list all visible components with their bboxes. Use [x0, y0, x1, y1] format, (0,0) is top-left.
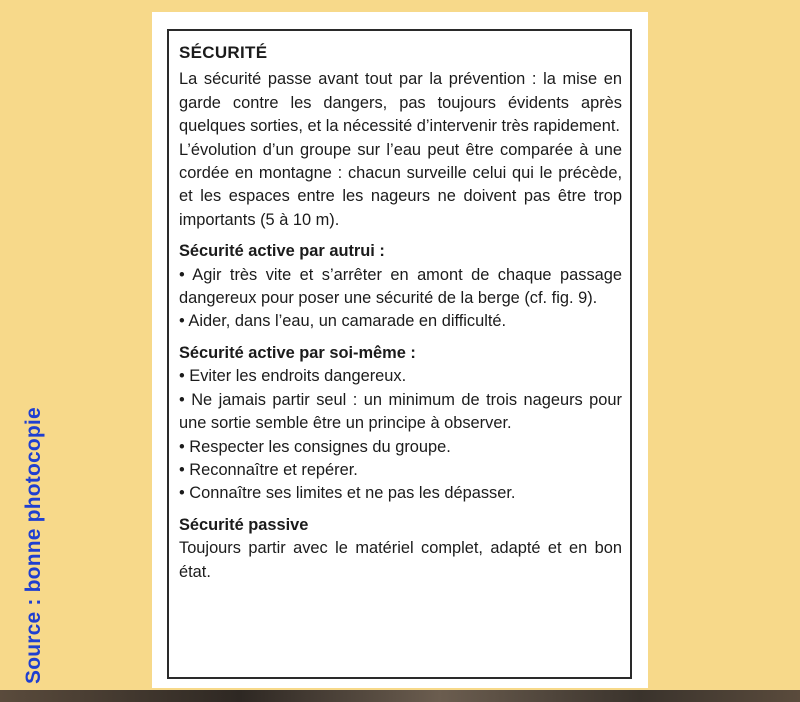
section-active-others	[179, 240, 622, 334]
intro-paragraph-1: La sécurité passe avant tout par la prévention : la mise en garde contre les dangers, pas toujours évidents après quelques sorties, et la nécessité d’intervenir très rapidement.	[179, 70, 622, 136]
section-passive	[179, 514, 622, 584]
section-heading: Sécurité active par soi-même :	[179, 343, 416, 362]
source-caption: Source : bonne photocopie	[22, 407, 45, 684]
safety-content	[179, 37, 622, 584]
list-item: • Connaître ses limites et ne pas les dépasser.	[179, 484, 516, 503]
list-item: • Agir très vite et s’arrêter en amont de chaque passage dangereux pour poser une sécurité de la berge (cf. fig. 9).	[179, 265, 622, 308]
list-item: • Ne jamais partir seul : un minimum de trois nageurs pour une sortie semble être un principe à observer.	[179, 390, 622, 433]
list-item: Toujours partir avec le matériel complet, adapté et en bon état.	[179, 539, 622, 581]
section-heading: Sécurité active par autrui :	[179, 242, 385, 261]
list-item: • Respecter les consignes du groupe.	[179, 437, 451, 456]
background-strip	[0, 690, 800, 702]
page-title: SÉCURITÉ	[179, 43, 268, 62]
section-heading: Sécurité passive	[179, 515, 309, 534]
list-item: • Eviter les endroits dangereux.	[179, 367, 407, 386]
section-active-self	[179, 342, 622, 506]
photocopy-sheet	[152, 12, 648, 688]
text-frame	[167, 29, 632, 679]
list-item: • Aider, dans l’eau, un camarade en difficulté.	[179, 312, 507, 331]
list-item: • Reconnaître et repérer.	[179, 460, 358, 479]
intro-paragraph-2: L’évolution d’un groupe sur l’eau peut être comparée à une cordée en montagne : chacun surveille celui qui le précède, et les espaces entre les nageurs ne doivent pas être trop importants (5 à 10 m).	[179, 140, 622, 229]
